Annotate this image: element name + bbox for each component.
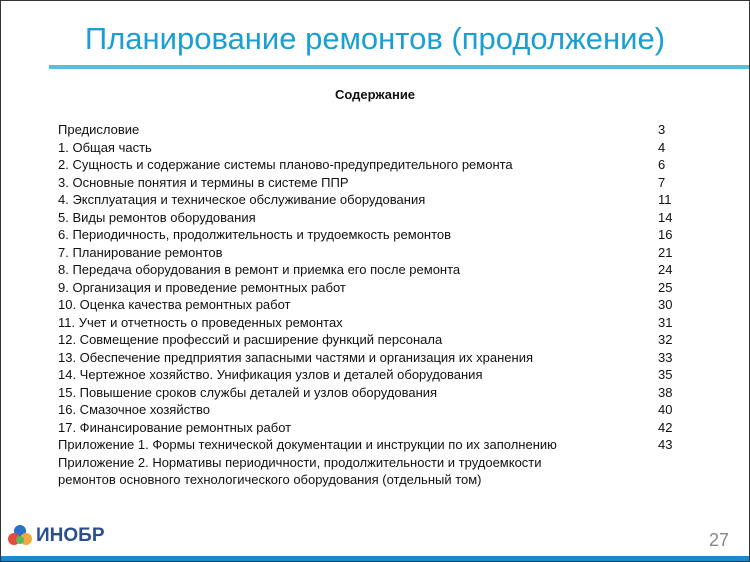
toc-entry xyxy=(58,244,688,262)
toc-entry xyxy=(58,296,688,314)
toc-entry-page: 7 xyxy=(658,174,666,190)
logo-icon xyxy=(7,523,33,549)
toc-entry-page xyxy=(658,454,688,472)
toc-entry-page: 4 xyxy=(658,139,666,155)
bottom-bar xyxy=(1,556,749,561)
toc-entry-page: 11 xyxy=(658,192,672,207)
toc-entry-page: 31 xyxy=(658,314,673,330)
toc-entry xyxy=(58,209,688,227)
toc-entry-label: Приложение 2. Нормативы периодичности, продолжительности и трудоемкости xyxy=(58,454,542,470)
toc-entry-page: 40 xyxy=(658,402,673,417)
toc-entry-label: Предисловие xyxy=(58,122,140,137)
logo-text: ИНОБР xyxy=(36,525,105,546)
toc-entry xyxy=(58,156,688,174)
toc-entry xyxy=(58,121,688,139)
toc-entry-label: 3. Основные понятия и термины в системе ППР xyxy=(58,174,349,190)
toc-entry-label: ремонтов основного технологического оборудования (отдельный том) xyxy=(58,472,482,487)
toc-entry xyxy=(58,349,688,367)
toc-entry-label: 13. Обеспечение предприятия запасными частями и организация их хранения xyxy=(58,349,534,365)
toc-entry-label: 14. Чертежное хозяйство. Унификация узлов и деталей оборудования xyxy=(58,367,483,382)
toc-entry xyxy=(58,401,688,419)
toc-entry-page: 35 xyxy=(658,367,673,382)
toc-entry-page: 30 xyxy=(658,297,673,312)
toc-entry xyxy=(58,139,688,157)
toc-entry xyxy=(58,331,688,349)
toc-entry-page: 6 xyxy=(658,157,666,172)
toc-entry-label: 8. Передача оборудования в ремонт и приемка его после ремонта xyxy=(58,262,461,277)
toc-entry xyxy=(58,314,688,332)
toc-entry xyxy=(58,261,688,279)
toc-entry-page: 33 xyxy=(658,349,673,365)
toc-entry xyxy=(58,226,688,244)
toc-entry-label: 1. Общая часть xyxy=(58,139,152,155)
toc-entry-page: 32 xyxy=(658,332,673,347)
toc-entry-page: 42 xyxy=(658,419,673,435)
toc-entry-label: Приложение 1. Формы технической документации и инструкции по их заполнению xyxy=(58,437,557,452)
toc-entry-page: 21 xyxy=(658,244,673,260)
toc-entry-label: 2. Сущность и содержание системы планово-предупредительного ремонта xyxy=(58,157,513,172)
toc-entry-label: 15. Повышение сроков службы деталей и узлов оборудования xyxy=(58,384,438,400)
toc-entry-label: 16. Смазочное хозяйство xyxy=(58,402,211,417)
toc-entry xyxy=(58,384,688,402)
toc-entry-page xyxy=(658,471,688,489)
toc-entry xyxy=(58,471,688,489)
toc-entry-label: 10. Оценка качества ремонтных работ xyxy=(58,297,291,312)
table-of-contents xyxy=(58,121,688,489)
toc-entry-label: 5. Виды ремонтов оборудования xyxy=(58,209,256,225)
toc-entry-label: 17. Финансирование ремонтных работ xyxy=(58,419,292,435)
toc-entry-label: 7. Планирование ремонтов xyxy=(58,244,223,260)
toc-entry-page: 43 xyxy=(658,437,673,452)
toc-entry-label: 12. Совмещение профессий и расширение функций персонала xyxy=(58,332,443,347)
title-divider xyxy=(49,65,749,69)
toc-entry xyxy=(58,419,688,437)
toc-entry xyxy=(58,174,688,192)
toc-entry-page: 3 xyxy=(658,122,666,137)
toc-entry-page: 16 xyxy=(658,227,673,242)
toc-entry-label: 4. Эксплуатация и техническое обслуживание оборудования xyxy=(58,192,426,207)
page-number: 27 xyxy=(708,530,729,550)
toc-entry xyxy=(58,279,688,297)
toc-entry-label: 9. Организация и проведение ремонтных работ xyxy=(58,279,346,295)
toc-entry-page: 24 xyxy=(658,262,673,277)
toc-entry xyxy=(58,366,688,384)
toc-entry xyxy=(58,436,688,454)
toc-entry xyxy=(58,191,688,209)
inobr-logo xyxy=(7,523,105,549)
toc-entry xyxy=(58,454,688,472)
toc-heading: Содержание xyxy=(334,87,416,102)
toc-entry-page: 38 xyxy=(658,384,673,400)
toc-entry-label: 6. Периодичность, продолжительность и трудоемкость ремонтов xyxy=(58,227,452,242)
toc-entry-page: 14 xyxy=(658,209,673,225)
toc-entry-page: 25 xyxy=(658,279,673,295)
toc-entry-label: 11. Учет и отчетность о проведенных ремонтах xyxy=(58,314,343,330)
slide-title: Планирование ремонтов (продолжение) xyxy=(84,21,666,56)
